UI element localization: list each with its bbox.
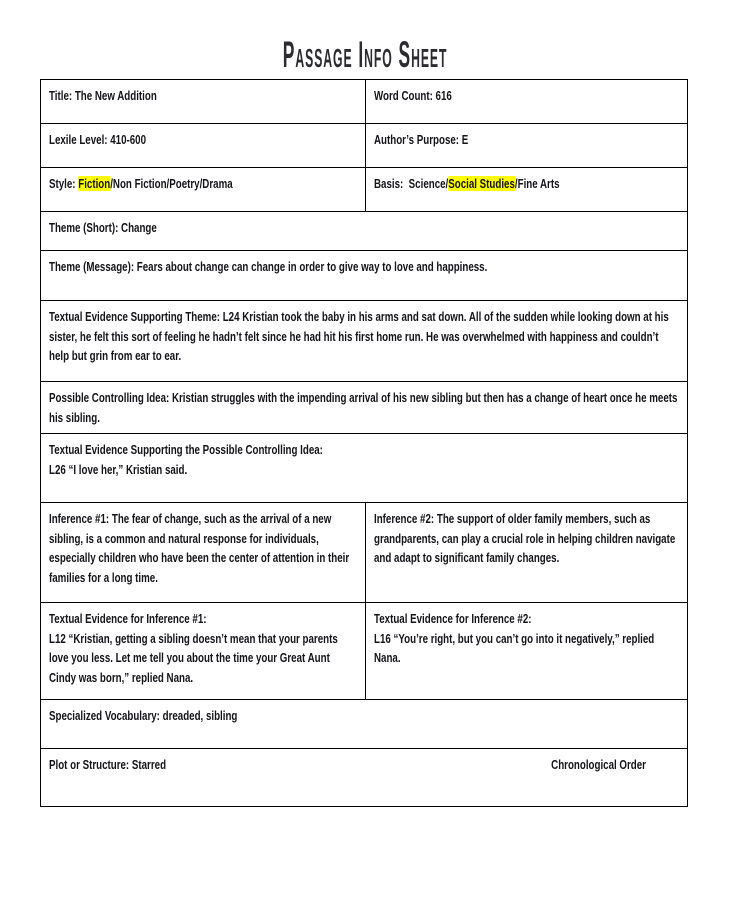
- row-style-basis: [41, 168, 688, 212]
- title-container: [0, 0, 730, 73]
- evidence-inference-1-text: Textual Evidence for Inference #1: L12 “Kristian, getting a sibling doesn’t mean that your parents love you less. Let me tell you about the time your Great Aunt Cindy was born,” replied Nana.: [49, 611, 338, 685]
- word-count-text: Word Count: 616: [373, 88, 452, 103]
- plain-text: Style:: [49, 176, 79, 191]
- row-theme-message: [41, 251, 688, 301]
- highlighted-text: Fiction: [78, 176, 111, 191]
- row-evidence-controlling-idea: [41, 434, 688, 503]
- controlling-idea-cell: [41, 382, 688, 434]
- title-text: Title: The New Addition: [49, 88, 157, 103]
- evidence-controlling-idea-cell: [41, 434, 688, 503]
- row-plot-structure: [41, 749, 688, 807]
- row-inferences: [41, 503, 688, 603]
- specialized-vocabulary-cell: [41, 700, 688, 749]
- plot-structure-row: [49, 755, 679, 775]
- basis-text: [374, 174, 679, 194]
- plot-structure-text: Plot or Structure: Starred: [49, 757, 167, 772]
- passage-info-table: [40, 79, 688, 807]
- plain-text: /Fine Arts: [514, 176, 560, 191]
- evidence-theme-cell: [41, 301, 688, 382]
- row-specialized-vocabulary: [41, 700, 688, 749]
- theme-message-cell: [41, 251, 688, 301]
- inference-2-text: Inference #2: The support of older family members, such as grandparents, can play a crucial role in helping children navigate and adapt to significant family changes.: [373, 511, 678, 565]
- evidence-theme-text: Textual Evidence Supporting Theme: L24 Kristian took the baby in his arms and sat down. All of the sudden while looking down at his sister, he felt this sort of feeling he hadn’t felt since he had hit his first home run. He was overwhelmed with happiness and couldn’t help but grin from ear to ear.: [49, 309, 672, 363]
- row-controlling-idea: [41, 382, 688, 434]
- style-cell: [41, 168, 366, 212]
- evidence-inference-1-cell: [41, 603, 366, 700]
- inference-1-text: Inference #1: The fear of change, such as the arrival of a new sibling, is a common and natural response for individuals, especially children who have been the center of attention in their families for a long time.: [49, 511, 352, 585]
- theme-short-text: Theme (Short): Change: [49, 220, 157, 235]
- row-lexile-purpose: [41, 124, 688, 168]
- plain-text: Basis: Science/: [373, 176, 449, 191]
- title-cell: [41, 80, 366, 124]
- authors-purpose-text: Author’s Purpose: E: [373, 132, 469, 147]
- highlighted-text: Social Studies: [448, 176, 515, 191]
- authors-purpose-cell: [365, 124, 687, 168]
- basis-cell: [365, 168, 687, 212]
- page-title: Passage Info Sheet: [282, 34, 448, 75]
- row-evidence-inferences: [41, 603, 688, 700]
- plot-structure-right-text: Chronological Order: [551, 757, 646, 772]
- lexile-level-text: Lexile Level: 410-600: [49, 132, 147, 147]
- evidence-inference-2-text: Textual Evidence for Inference #2: L16 “You’re right, but you can’t go into it negatively,” replied Nana.: [373, 611, 655, 665]
- theme-message-text: Theme (Message): Fears about change can change in order to give way to love and happiness.: [49, 259, 488, 274]
- word-count-cell: [365, 80, 687, 124]
- theme-short-cell: [41, 212, 688, 251]
- inference-2-cell: [365, 503, 687, 603]
- plot-structure-cell: [41, 749, 688, 807]
- style-text: [49, 174, 357, 194]
- controlling-idea-text: Possible Controlling Idea: Kristian struggles with the impending arrival of his new sibling but then has a change of heart once he meets his sibling.: [49, 390, 681, 425]
- specialized-vocabulary-text: Specialized Vocabulary: dreaded, sibling: [49, 708, 238, 723]
- inference-1-cell: [41, 503, 366, 603]
- evidence-controlling-idea-text: Textual Evidence Supporting the Possible Controlling Idea: L26 “I love her,” Kristian said.: [49, 442, 323, 477]
- plain-text: /Non Fiction/Poetry/Drama: [110, 176, 233, 191]
- evidence-inference-2-cell: [365, 603, 687, 700]
- lexile-level-cell: [41, 124, 366, 168]
- row-theme-short: [41, 212, 688, 251]
- row-title-wordcount: [41, 80, 688, 124]
- row-evidence-theme: [41, 301, 688, 382]
